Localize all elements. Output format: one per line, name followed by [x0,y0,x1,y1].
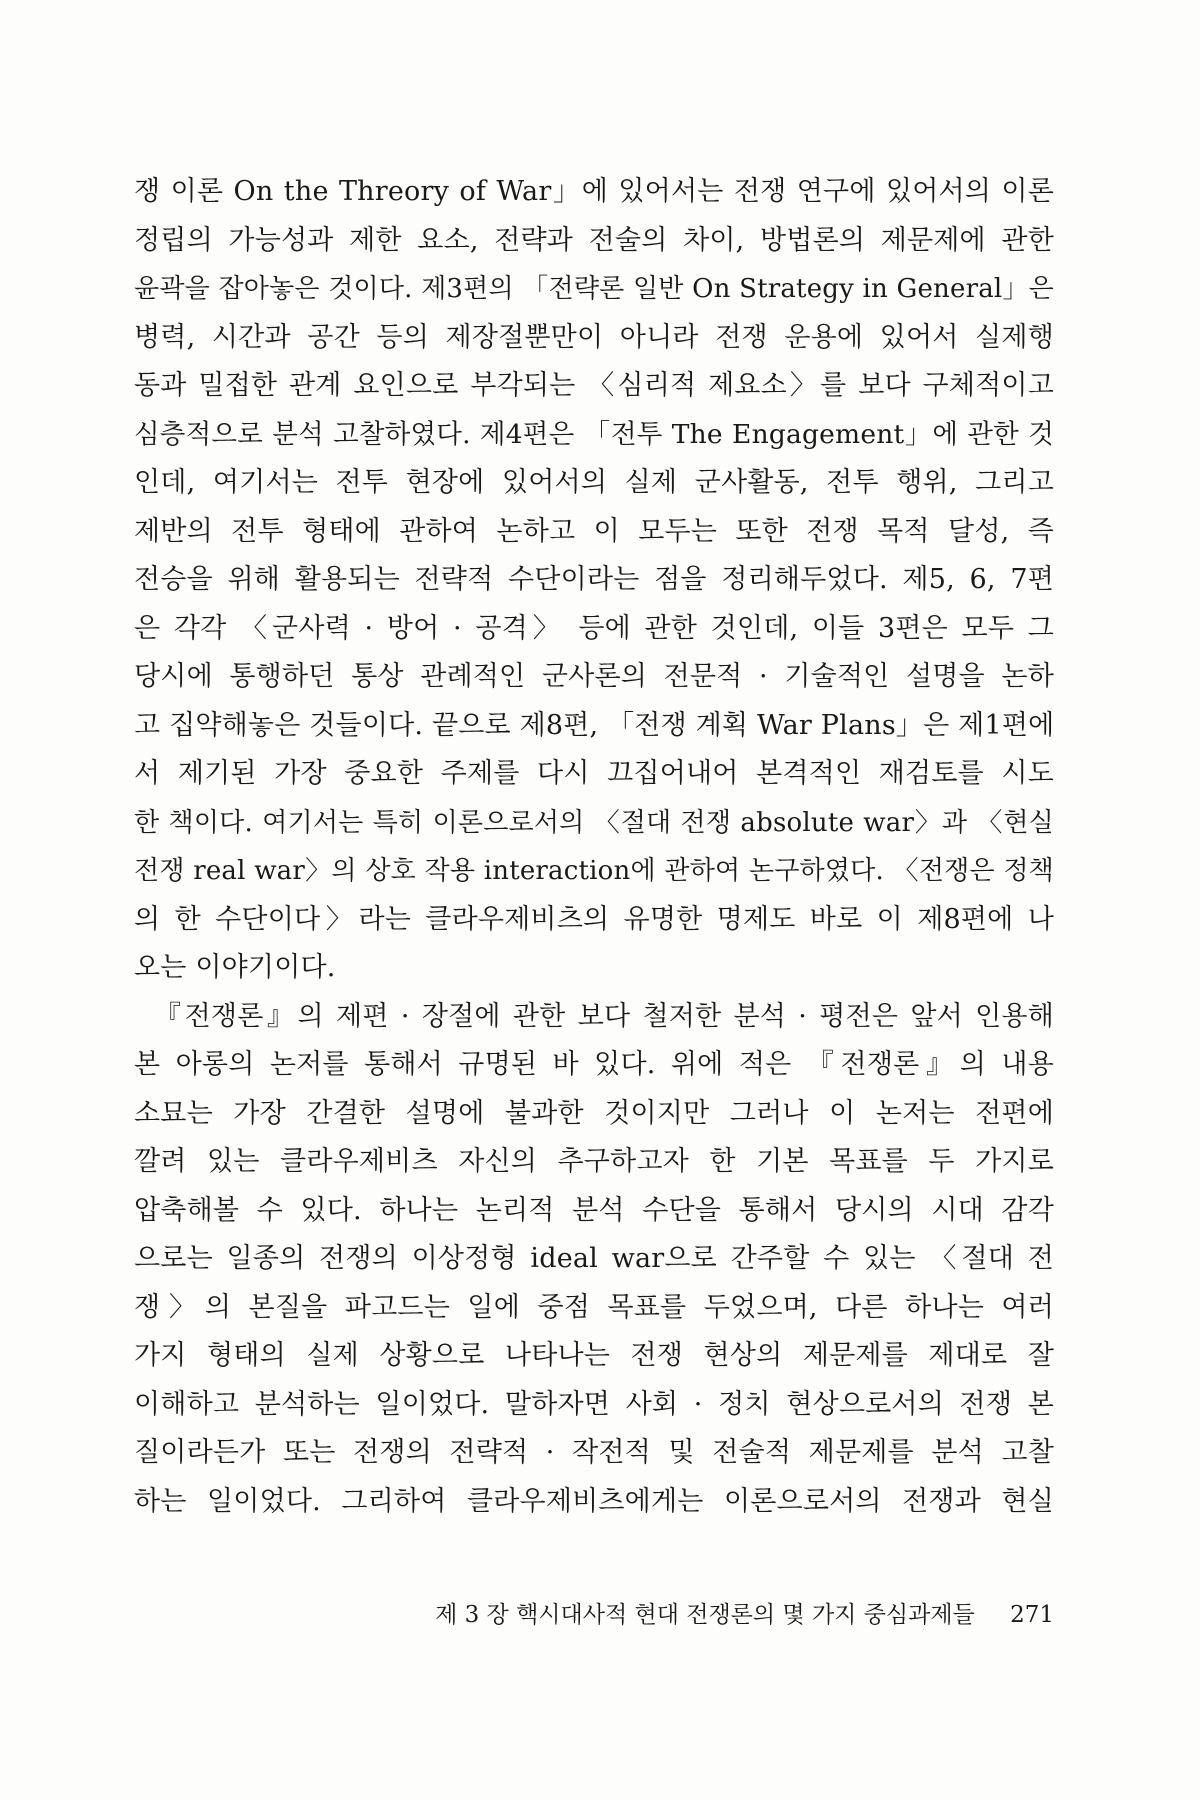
running-title: 제 3 장 핵시대사적 현대 전쟁론의 몇 가지 중심과제들 [435,1602,975,1628]
text-line: 쟁〉의 본질을 파고드는 일에 중점 목표를 두었으며, 다른 하나는 여러 [134,1291,1054,1323]
text-line: 윤곽을 잡아놓은 것이다. 제3편의 「전략론 일반 On Strategy in General」은 [134,274,1054,304]
text-line: 본 아롱의 논저를 통해서 규명된 바 있다. 위에 적은 『전쟁론』의 내용 [134,1049,1054,1080]
text-line: 인데, 여기서는 전투 현장에 있어서의 실제 군사활동, 전투 행위, 그리고 [134,467,1054,498]
text-line: 동과 밀접한 관계 요인으로 부각되는 〈심리적 제요소〉를 보다 구체적이고 [134,370,1054,401]
text-line: 서 제기된 가장 중요한 주제를 다시 끄집어내어 본격적인 재검토를 시도 [134,758,1054,789]
page-footer [134,1596,1054,1629]
text-line: 의 한 수단이다〉라는 클라우제비츠의 유명한 명제도 바로 이 제8편에 나 [134,903,1054,935]
text-line: 하는 일이었다. 그리하여 클라우제비츠에게는 이론으로서의 전쟁과 현실 [134,1485,1054,1517]
text-line: 질이라든가 또는 전쟁의 전략적 · 작전적 및 전술적 제문제를 분석 고찰 [134,1437,1054,1468]
text-line: 병력, 시간과 공간 등의 제장절뿐만이 아니라 전쟁 운용에 있어서 실제행 [134,321,1054,353]
text-line: 전승을 위해 활용되는 전략적 수단이라는 점을 정리해두었다. 제5, 6, 7편 [134,564,1054,595]
text-line: 정립의 가능성과 제한 요소, 전략과 전술의 차이, 방법론의 제문제에 관한 [134,224,1054,256]
text-line: 전쟁 real war〉의 상호 작용 interaction에 관하여 논구하였다. 〈전쟁은 정책 [134,856,1054,886]
paragraph-start-line: 『전쟁론』의 제편 · 장절에 관한 보다 철저한 분석 · 평전은 앞서 인용해 [154,1000,1054,1032]
text-line: 한 책이다. 여기서는 특히 이론으로서의 〈절대 전쟁 absolute war〉과 〈현실 [134,807,1054,838]
text-line: 소묘는 가장 간결한 설명에 불과한 것이지만 그러나 이 논저는 전편에 [134,1097,1054,1129]
text-line: 깔려 있는 클라우제비츠 자신의 추구하고자 한 기본 목표를 두 가지로 [134,1146,1054,1177]
text-line: 쟁 이론 On the Threory of War」에 있어서는 전쟁 연구에 있어서의 이론 [134,176,1054,207]
text-line: 이해하고 분석하는 일이었다. 말하자면 사회 · 정치 현상으로서의 전쟁 본 [134,1388,1054,1420]
text-line: 은 각각 〈군사력 · 방어 · 공격〉 등에 관한 것인데, 이들 3편은 모두 그 [134,612,1054,644]
page-number: 271 [1010,1602,1054,1628]
text-line: 고 집약해놓은 것들이다. 끝으로 제8편, 「전쟁 계획 War Plans」은 제1편에 [134,709,1055,741]
text-line: 심층적으로 분석 고찰하였다. 제4편은 「전투 The Engagement」에 관한 것 [134,418,1054,450]
text-line: 당시에 통행하던 통상 관례적인 군사론의 전문적 · 기술적인 설명을 논하 [134,661,1054,692]
text-line: 가지 형태의 실제 상황으로 나타나는 전쟁 현상의 제문제를 제대로 잘 [134,1340,1054,1371]
text-line: 제반의 전투 형태에 관하여 논하고 이 모두는 또한 전쟁 목적 달성, 즉 [134,515,1054,547]
body-text [134,168,1054,1526]
text-line: 압축해볼 수 있다. 하나는 논리적 분석 수단을 통해서 당시의 시대 감각 [134,1194,1054,1226]
text-line: 으로는 일종의 전쟁의 이상정형 ideal war으로 간주할 수 있는 〈절대 전 [134,1243,1054,1274]
text-line: 오는 이야기이다. [134,952,336,983]
